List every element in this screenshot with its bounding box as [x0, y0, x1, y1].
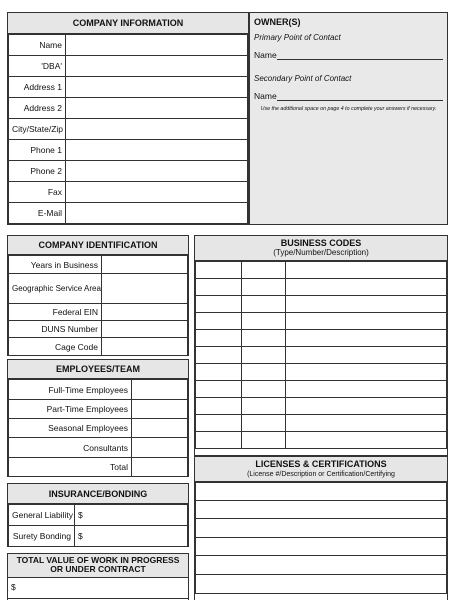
- owners-note: Use the additional space on page 4 to complete your answers if necessary.: [260, 106, 437, 112]
- code-cell[interactable]: [196, 262, 242, 279]
- license-cell[interactable]: [196, 501, 447, 519]
- code-cell[interactable]: [242, 330, 286, 347]
- code-cell[interactable]: [286, 415, 447, 432]
- code-cell[interactable]: [196, 381, 242, 398]
- field-label: DUNS Number: [9, 321, 102, 338]
- field-label: Federal EIN: [9, 304, 102, 321]
- code-cell[interactable]: [196, 279, 242, 296]
- duns-number-input[interactable]: [102, 321, 188, 338]
- company-identification-section: [7, 235, 189, 356]
- code-cell[interactable]: [286, 398, 447, 415]
- code-cell[interactable]: [196, 330, 242, 347]
- field-label: General Liability: [9, 505, 75, 526]
- licenses-section: [194, 456, 448, 600]
- field-label: Seasonal Employees: [9, 419, 132, 438]
- code-cell[interactable]: [286, 279, 447, 296]
- licenses-header: [195, 457, 447, 482]
- licenses-subtitle: (License #/Description or Certification/Certifying: [247, 471, 395, 478]
- total-input[interactable]: [132, 458, 188, 477]
- field-label: Phone 1: [9, 140, 66, 161]
- license-cell[interactable]: [196, 556, 447, 575]
- name-input[interactable]: [66, 35, 248, 56]
- secondary-name-label: Name: [254, 91, 277, 101]
- code-cell[interactable]: [286, 313, 447, 330]
- phone1-input[interactable]: [66, 140, 248, 161]
- field-label: E-Mail: [9, 203, 66, 224]
- code-cell[interactable]: [196, 432, 242, 449]
- business-codes-table: [195, 261, 447, 449]
- code-cell[interactable]: [196, 415, 242, 432]
- total-value-section: [7, 553, 189, 600]
- code-cell[interactable]: [196, 364, 242, 381]
- field-label: Full-Time Employees: [9, 380, 132, 400]
- total-value-input[interactable]: $: [8, 578, 188, 599]
- field-label: Address 2: [9, 98, 66, 119]
- service-area-input[interactable]: [102, 274, 188, 304]
- code-cell[interactable]: [286, 381, 447, 398]
- full-time-input[interactable]: [132, 380, 188, 400]
- code-cell[interactable]: [196, 398, 242, 415]
- code-cell[interactable]: [242, 381, 286, 398]
- field-label: Cage Code: [9, 338, 102, 356]
- total-value-header: [8, 554, 188, 578]
- code-cell[interactable]: [286, 347, 447, 364]
- secondary-contact-label: Secondary Point of Contact: [254, 74, 352, 83]
- business-codes-section: [194, 235, 448, 456]
- field-label: City/State/Zip: [9, 119, 66, 140]
- primary-contact-label: Primary Point of Contact: [254, 33, 341, 42]
- insurance-header: INSURANCE/BONDING: [8, 484, 188, 504]
- field-label: Phone 2: [9, 161, 66, 182]
- licenses-table: [195, 482, 447, 594]
- company-information-header: COMPANY INFORMATION: [8, 13, 248, 34]
- owners-section: [249, 12, 448, 225]
- field-label: 'DBA': [9, 56, 66, 77]
- dba-input[interactable]: [66, 56, 248, 77]
- code-cell[interactable]: [242, 415, 286, 432]
- address2-input[interactable]: [66, 98, 248, 119]
- field-label: Total: [9, 458, 132, 477]
- employees-table: [8, 379, 188, 477]
- business-codes-header: [195, 236, 447, 261]
- total-value-title: TOTAL VALUE OF WORK IN PROGRESS OR UNDER CONTRACT: [16, 555, 180, 574]
- field-label: Fax: [9, 182, 66, 203]
- employees-header: EMPLOYEES/TEAM: [8, 360, 188, 379]
- field-label: Years in Business: [9, 256, 102, 274]
- field-label: Geographic Service Area: [9, 274, 102, 304]
- address1-input[interactable]: [66, 77, 248, 98]
- cage-code-input[interactable]: [102, 338, 188, 356]
- primary-name-line[interactable]: [277, 50, 443, 60]
- field-label: Surety Bonding: [9, 526, 75, 547]
- business-codes-subtitle: (Type/Number/Description): [273, 248, 369, 257]
- code-cell[interactable]: [242, 398, 286, 415]
- company-information-table: [8, 34, 248, 224]
- company-identification-table: [8, 255, 188, 356]
- federal-ein-input[interactable]: [102, 304, 188, 321]
- seasonal-input[interactable]: [132, 419, 188, 438]
- employees-section: [7, 359, 189, 477]
- general-liability-input[interactable]: $: [75, 505, 188, 526]
- code-cell[interactable]: [242, 313, 286, 330]
- company-identification-header: COMPANY IDENTIFICATION: [8, 236, 188, 255]
- email-input[interactable]: [66, 203, 248, 224]
- field-label: Part-Time Employees: [9, 400, 132, 419]
- code-cell[interactable]: [242, 262, 286, 279]
- code-cell[interactable]: [286, 432, 447, 449]
- code-cell[interactable]: [242, 364, 286, 381]
- company-information-section: [7, 12, 249, 225]
- code-cell[interactable]: [196, 313, 242, 330]
- license-cell[interactable]: [196, 538, 447, 556]
- code-cell[interactable]: [286, 262, 447, 279]
- code-cell[interactable]: [242, 279, 286, 296]
- city-state-zip-input[interactable]: [66, 119, 248, 140]
- licenses-title: LICENSES & CERTIFICATIONS: [255, 459, 387, 469]
- field-label: Address 1: [9, 77, 66, 98]
- secondary-name-line[interactable]: [277, 91, 443, 101]
- license-cell[interactable]: [196, 519, 447, 538]
- code-cell[interactable]: [196, 296, 242, 313]
- code-cell[interactable]: [196, 347, 242, 364]
- phone2-input[interactable]: [66, 161, 248, 182]
- code-cell[interactable]: [242, 432, 286, 449]
- field-label: Consultants: [9, 438, 132, 458]
- consultants-input[interactable]: [132, 438, 188, 458]
- insurance-table: [8, 504, 188, 547]
- license-cell[interactable]: [196, 575, 447, 594]
- business-codes-title: BUSINESS CODES: [280, 238, 362, 248]
- code-cell[interactable]: [286, 296, 447, 313]
- owners-title: OWNER(S): [254, 17, 301, 27]
- years-in-business-input[interactable]: [102, 256, 188, 274]
- code-cell[interactable]: [286, 330, 447, 347]
- code-cell[interactable]: [286, 364, 447, 381]
- code-cell[interactable]: [242, 347, 286, 364]
- primary-name-label: Name: [254, 50, 277, 60]
- field-label: Name: [9, 35, 66, 56]
- license-cell[interactable]: [196, 483, 447, 501]
- fax-input[interactable]: [66, 182, 248, 203]
- surety-bonding-input[interactable]: $: [75, 526, 188, 547]
- insurance-section: [7, 483, 189, 547]
- code-cell[interactable]: [242, 296, 286, 313]
- part-time-input[interactable]: [132, 400, 188, 419]
